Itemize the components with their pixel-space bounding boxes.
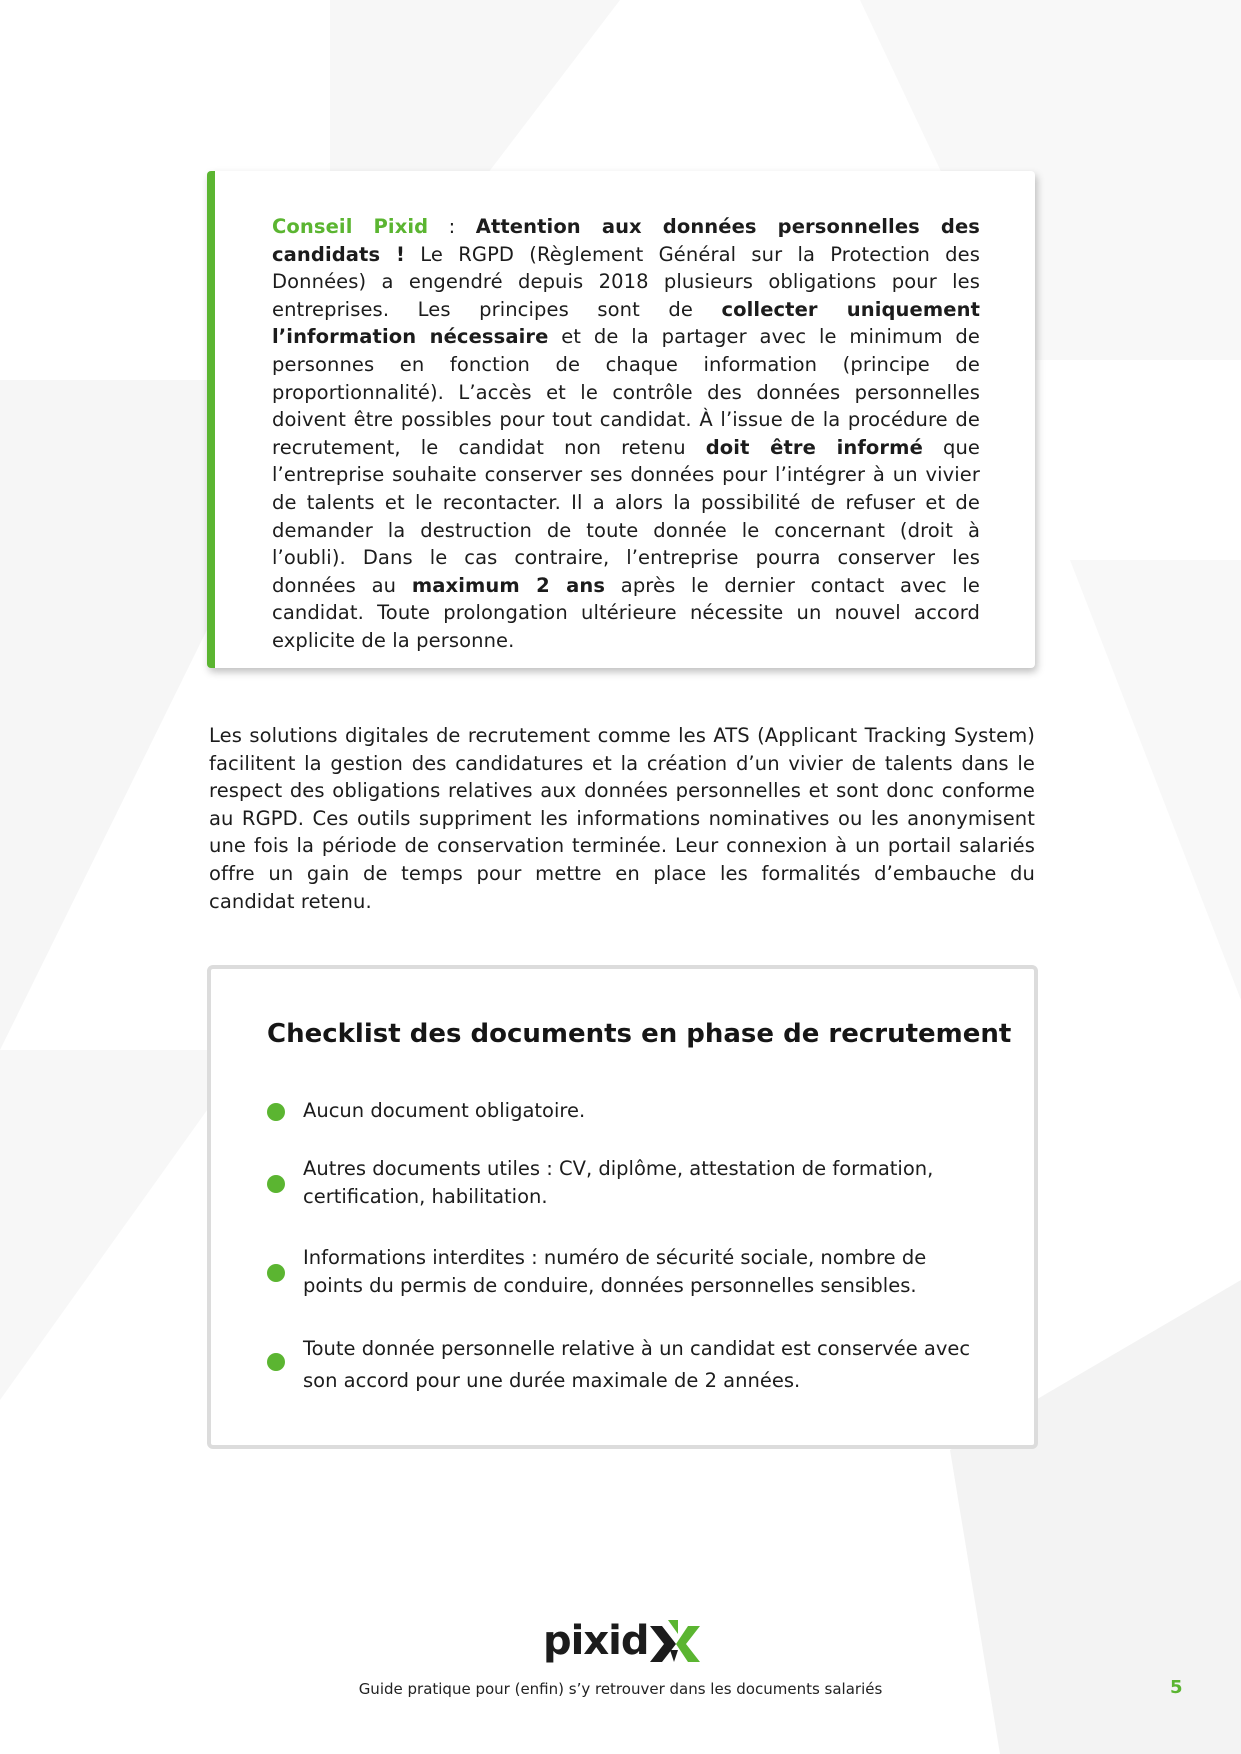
advice-body-3: que l’entreprise souhaite conserver ses données pour l’intégrer à un vivier de talents et le recontacter. Il a alors la possibilité de refuser et de demander la destruction de toute donnée le concernant (droit à l’oubli). Dans le cas contraire, l’entreprise pourra conserver les données au [272,435,981,597]
advice-emphasis-2: doit être informé [705,435,923,459]
bullet-dot-icon [267,1264,285,1282]
page-number: 5 [1170,1677,1183,1698]
advice-box [207,171,1035,668]
advice-separator: : [428,215,476,238]
pixid-x-icon [648,1620,702,1668]
checklist-item-text: Toute donnée personnelle relative à un candidat est conservée avec son accord pour une durée maximale de 2 années. [303,1337,971,1392]
checklist-item-text: Autres documents utiles : CV, diplôme, attestation de formation, certification, habilitation. [303,1157,934,1208]
bullet-dot-icon [267,1353,285,1371]
advice-emphasis-3: maximum 2 ans [411,573,606,597]
advice-body-2: et de la partager avec le minimum de personnes en fonction de chaque information (principe de proportionnalité). L’accès et le contrôle des données personnelles doivent être possibles pour tout candidat. À l’issue de la procédure de recrutement, le candidat non retenu [272,325,980,459]
advice-heading: Attention aux données personnelles des candidats ! [272,215,980,266]
bullet-dot-icon [267,1175,285,1193]
advice-emphasis-1: collecter uniquement l’information nécessaire [272,297,981,349]
checklist-box [207,965,1038,1449]
body-paragraph: Les solutions digitales de recrutement comme les ATS (Applicant Tracking System) facilitent la gestion des candidatures et la création d’un vivier de talents dans le respect des obligations relatives aux données personnelles et sont donc conforme au RGPD. Ces outils suppriment les informations nominatives ou les anonymisent une fois la période de conservation terminée. Leur connexion à un portail salariés offre un gain de temps pour mettre en place les formalités d’embauche du candidat retenu. [209,724,1035,913]
advice-text [272,213,980,655]
advice-label: Conseil Pixid [272,215,429,238]
checklist-title: Checklist des documents en phase de recrutement [267,1019,1012,1049]
checklist-item-text: Informations interdites : numéro de sécurité sociale, nombre de points du permis de conduire, données personnelles sensibles. [303,1246,927,1297]
advice-body-1: Le RGPD (Règlement Général sur la Protection des Données) a engendré depuis 2018 plusieurs obligations pour les entreprises. Les principes sont de [272,242,980,321]
advice-body-4: après le dernier contact avec le candidat. Toute prolongation ultérieure nécessite un nouvel accord explicite de la personne. [272,573,980,652]
pixid-logo [543,1618,713,1670]
logo-wordmark: pixid [543,1618,649,1664]
checklist-item-text: Aucun document obligatoire. [303,1099,586,1122]
footer-caption: Guide pratique pour (enfin) s’y retrouver dans les documents salariés [358,1680,883,1698]
bullet-dot-icon [267,1103,285,1121]
